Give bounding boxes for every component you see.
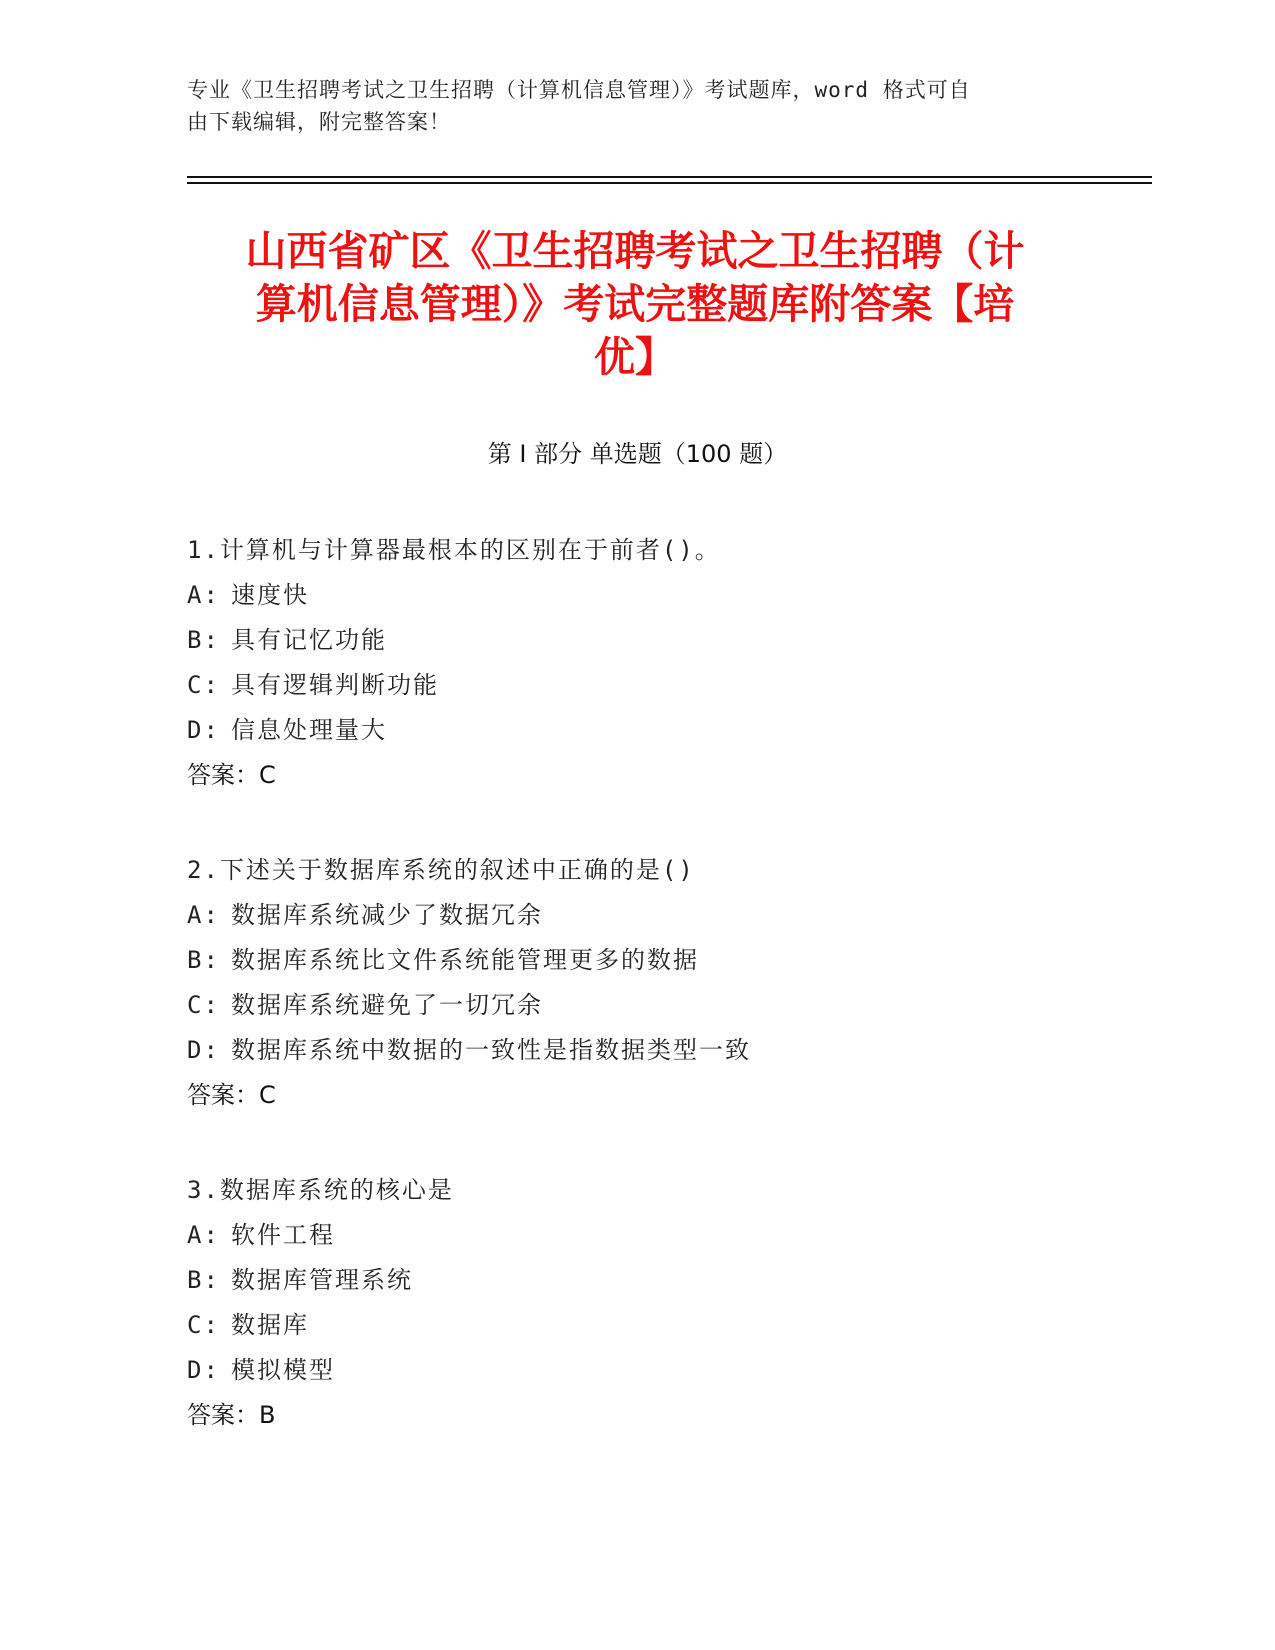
- option-text: 数据库: [231, 1311, 309, 1339]
- option-text: 速度快: [231, 581, 309, 609]
- option-text: 模拟模型: [231, 1356, 335, 1384]
- question-item: [187, 528, 1147, 798]
- answer-line: 答案：B: [187, 1401, 276, 1429]
- option-d: [187, 708, 1147, 753]
- option-text: 软件工程: [231, 1221, 335, 1249]
- option-key: C:: [187, 671, 220, 699]
- option-key: D:: [187, 1036, 220, 1064]
- option-text: 具有记忆功能: [231, 626, 387, 654]
- question-list: [187, 528, 1147, 1488]
- answer-line: 答案：C: [187, 761, 276, 789]
- header-divider-top: [187, 176, 1152, 178]
- option-c: [187, 1303, 1147, 1348]
- section-heading: 第 I 部分 单选题（100 题）: [487, 440, 788, 468]
- option-b: [187, 618, 1147, 663]
- title-line-3: 优】: [594, 333, 676, 381]
- header-note-line-2: 由下载编辑，附完整答案！: [187, 110, 451, 134]
- answer-line: 答案：C: [187, 1081, 276, 1109]
- header-note: [187, 74, 1077, 138]
- option-text: 信息处理量大: [231, 716, 387, 744]
- option-key: C:: [187, 991, 220, 1019]
- option-c: [187, 983, 1147, 1028]
- option-text: 数据库系统比文件系统能管理更多的数据: [231, 946, 699, 974]
- option-b: [187, 938, 1147, 983]
- option-key: B:: [187, 626, 220, 654]
- question-stem: 2.下述关于数据库系统的叙述中正确的是(): [187, 856, 695, 884]
- option-key: C:: [187, 1311, 220, 1339]
- option-key: B:: [187, 1266, 220, 1294]
- header-note-line-1: 专业《卫生招聘考试之卫生招聘（计算机信息管理）》考试题库，word 格式可自: [187, 78, 971, 102]
- option-c: [187, 663, 1147, 708]
- option-text: 数据库管理系统: [231, 1266, 413, 1294]
- title-line-2: 算机信息管理）》考试完整题库附答案【培: [255, 280, 1015, 328]
- option-a: [187, 573, 1147, 618]
- option-text: 具有逻辑判断功能: [231, 671, 439, 699]
- option-key: A:: [187, 901, 220, 929]
- header-divider-bottom: [187, 182, 1152, 184]
- option-text: 数据库系统减少了数据冗余: [231, 901, 543, 929]
- option-d: [187, 1028, 1147, 1073]
- option-key: A:: [187, 1221, 220, 1249]
- document-title: [180, 225, 1090, 384]
- question-stem: 1.计算机与计算器最根本的区别在于前者()。: [187, 536, 721, 564]
- question-stem: 3.数据库系统的核心是: [187, 1176, 454, 1204]
- option-text: 数据库系统避免了一切冗余: [231, 991, 543, 1019]
- option-b: [187, 1258, 1147, 1303]
- option-key: D:: [187, 716, 220, 744]
- option-text: 数据库系统中数据的一致性是指数据类型一致: [231, 1036, 751, 1064]
- option-a: [187, 893, 1147, 938]
- option-key: D:: [187, 1356, 220, 1384]
- option-d: [187, 1348, 1147, 1393]
- question-item: [187, 848, 1147, 1118]
- option-key: A:: [187, 581, 220, 609]
- option-key: B:: [187, 946, 220, 974]
- question-item: [187, 1168, 1147, 1438]
- option-a: [187, 1213, 1147, 1258]
- title-line-1: 山西省矿区《卫生招聘考试之卫生招聘（计: [245, 227, 1025, 275]
